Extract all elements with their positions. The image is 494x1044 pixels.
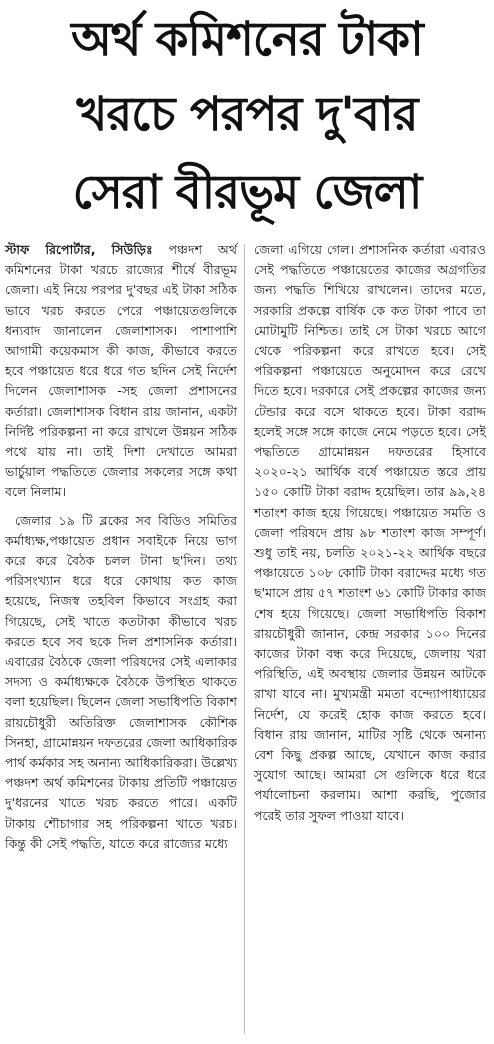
article-paragraph: জেলার ১৯ টি ব্লকের সব বিডিও সমিতির কর্মাধ্যক্ষ,পঞ্চায়েত প্রধান সবাইকে নিয়ে ভাগ করে করে বৈঠক চলল টানা ছ'দিন। তথ্য পরিসংখ্যান ধরে ধরে কোথায় কত কাজ হয়েছে, নিজস্ব তহবিল কিভাবে সংগ্রহ করা গিয়েছে, সেই খাতে কতটাকা কীভাবে খরচ করতে হবে সব ছকে দিল প্রশাসনিক কর্তারা। এবারের বৈঠকে জেলা পরিষদের সেই এলাকার সদস্য ও কর্মাধ্যক্ষকে বৈঠকে উপস্থিত থাকতে বলা হয়েছিল। ছিলেন জেলা সভাধিপতি বিকাশ রায়চৌধুরী অতিরিক্ত জেলাশাসক কৌশিক সিনহা, গ্রামোন্নয়ন দফতরের জেলা আধিকারিক পার্থ কর্মকার সহ অনান্য আধিকারিকরা। উল্লেখ্য পঞ্চদশ অর্থ কমিশনের টাকায় প্রতিটি পঞ্চায়েত দু'ধরনের খাতে খরচ করতে পারে। একটি টাকায় শৌচাগার সহ পরিকল্পনা খাতে খরচ। কিন্তু কী সেই পদ্ধতি, যাতে করে রাজ্যের মধ্যে [5, 512, 237, 851]
article-column-left [5, 240, 237, 854]
article-paragraph: জেলা এগিয়ে গেল। প্রশাসনিক কর্তারা এবারও সেই পদ্ধতিতে পঞ্চায়েতের কাজের অগ্রগতির জন্য পদ্ধতি শিখিয়ে রাখলেন। তাদের মতে, সরকারি প্রকল্পে বার্ষিক কে কত টাকা পাবে তা মোটামুটি নিশ্চিত। তাই সে টাকা খরচে আগে থেকে পরিকল্পনা করে রাখতে হবে। সেই পরিকল্পনা পঞ্চায়েতে অনুমোদন করে রেখে দিতে হবে। দরকারে সেই প্রকল্পের কাজের জন্য টেন্ডার করে বসে থাকতে হবে। টাকা বরাদ্দ হলেই সঙ্গে সঙ্গে কাজে নেমে পড়তে হবে। সেই পদ্ধতিতে গ্রামোন্নয়ন দফতরের হিসাবে ২০২০-২১ আর্থিক বর্ষে পঞ্চায়েত স্তরে প্রায় ১৫০ কোটি টাকা বরাদ্দ হয়েছিল। তার ৯৯,২৪ শতাংশ কাজ হয়ে গিয়েছে। পঞ্চায়েত সমতি ও জেলা পরিষদে প্রায় ৯৮ শতাংশ কাজ সম্পূর্ণ। শুধু তাই নয়, চলতি ২০২১-২২ আর্থিক বছরে পঞ্চায়েতে ১০৮ কোটি টাকা বরাদ্দের মধ্যে গত ছ'মাসে প্রায় ৫৭ শতাংশ ৬১ কোটি টাকার কাজ শেষ হয়ে গিয়েছে। জেলা সভাধিপতি বিকাশ রায়চৌধুরী জানান, কেন্দ্র সরকার ১০০ দিনের কাজের টাকা বন্ধ করে দিয়েছে, জেলায় খরা পরিস্থিতি, এই অবস্থায় জেলার উন্নয়ন আটকে রাখা যাবে না। মুখ্যমন্ত্রী মমতা বন্দ্যোপাধ্যায়ের নির্দেশ, যে করেই হোক কাজ করতে হবে। বিধান রায় জানান, মাটির সৃষ্টি থেকে অনান্য বেশ কিছু প্রকল্প আছে, যেখানে কাজ করার সুযোগ আছে। আমরা সে গুলিকে ধরে ধরে পর্যালোচনা করলাম। আশা করছি, পুজোর পরেই তার সুফল পাওয়া যাবে। [254, 242, 486, 823]
column-divider [244, 244, 245, 1034]
paragraph-text: পঞ্চদশ অর্থ কমিশনের টাকা খরচে রাজ্যের শীর্ষে বীরভূম জেলা। এই নিয়ে পরপর দু'বছর এই টাকা সঠিক ভাবে খরচ করতে পেরে পঞ্চায়েতগুলিকে ধন্যবাদ জানালেন জেলাশাসক। পাশাপাশি আগামী কয়েকমাস কী কাজ, কীভাবে করতে হবে পঞ্চায়েত ধরে ধরে গত ছদিন সেই নির্দেশ দিলেন জেলাশাসক -সহ জেলা প্রশাসনের কর্তারা। জেলাশাসক বিধান রায় জানান, একটা নির্দিষ্ট পরিকল্পনা না করে রাখলে উন্নয়ন সঠিক পথে যায় না। তাই দিশা দেখাতে আমরা ভার্চুয়াল পদ্ধতিতে জেলার সকলের সঙ্গে কথা বলে নিলাম। [5, 242, 237, 500]
headline [0, 0, 494, 238]
article-column-right [254, 240, 486, 826]
headline-line-2: খরচে পরপর দু'বার [76, 87, 418, 142]
headline-line-1: অর্থ কমিশনের টাকা [71, 12, 423, 67]
headline-line-3: সেরা বীরভূম জেলা [72, 165, 422, 220]
byline: স্টাফ রিপোর্টার, সিউড়িঃ [5, 242, 153, 257]
article-paragraph [5, 240, 237, 503]
